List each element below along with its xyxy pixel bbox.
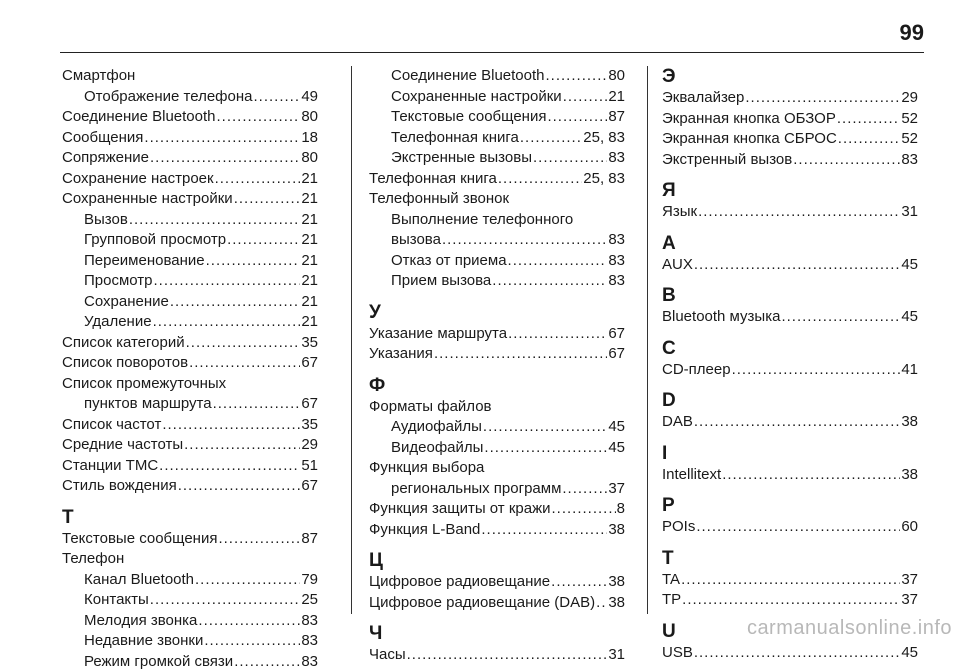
index-entry bbox=[62, 148, 318, 169]
page-reference: 80 bbox=[301, 107, 318, 128]
index-entry bbox=[662, 590, 918, 611]
entry-label: Недавние звонки bbox=[84, 631, 203, 652]
index-entry bbox=[62, 415, 318, 436]
index-entry bbox=[62, 189, 318, 210]
index-subentry bbox=[62, 210, 318, 231]
index-entry bbox=[369, 324, 625, 345]
index-letter-heading: У bbox=[369, 302, 625, 324]
dot-leader bbox=[184, 435, 300, 456]
index-entry bbox=[662, 517, 918, 538]
entry-label: TP bbox=[662, 590, 681, 611]
entry-label: Видеофайлы bbox=[391, 438, 483, 459]
dot-leader bbox=[694, 643, 900, 664]
dot-leader bbox=[484, 438, 607, 459]
page-reference: 21 bbox=[301, 169, 318, 190]
page-reference: 83 bbox=[301, 652, 318, 672]
page-number: 99 bbox=[900, 20, 924, 46]
entry-label: Указания bbox=[369, 344, 433, 365]
index-entry bbox=[62, 128, 318, 149]
entry-label: USB bbox=[662, 643, 693, 664]
column-divider-2 bbox=[647, 66, 648, 614]
entry-label: Переименование bbox=[84, 251, 205, 272]
entry-label: Intellitext bbox=[662, 465, 721, 486]
index-entry bbox=[662, 150, 918, 171]
dot-leader bbox=[150, 590, 301, 611]
entry-label: Прием вызова bbox=[391, 271, 491, 292]
dot-leader bbox=[481, 520, 607, 541]
dot-leader bbox=[150, 148, 300, 169]
page-reference: 18 bbox=[301, 128, 318, 149]
index-column-3 bbox=[662, 66, 918, 663]
dot-leader bbox=[546, 66, 608, 87]
dot-leader bbox=[533, 148, 607, 169]
dot-leader bbox=[159, 456, 300, 477]
entry-label: Станции TMC bbox=[62, 456, 158, 477]
index-entry bbox=[662, 307, 918, 328]
index-subentry bbox=[62, 292, 318, 313]
index-letter-heading: Ч bbox=[369, 623, 625, 645]
dot-leader bbox=[838, 129, 901, 150]
page-reference: 52 bbox=[901, 129, 918, 150]
page-reference: 80 bbox=[301, 148, 318, 169]
entry-label: Соединение Bluetooth bbox=[62, 107, 216, 128]
dot-leader bbox=[434, 344, 607, 365]
dot-leader bbox=[551, 572, 607, 593]
entry-label: Текстовые сообщения bbox=[62, 529, 217, 550]
dot-leader bbox=[129, 210, 301, 231]
dot-leader bbox=[186, 333, 301, 354]
dot-leader bbox=[694, 412, 900, 433]
page-reference: 67 bbox=[301, 394, 318, 415]
dot-leader bbox=[498, 169, 582, 190]
index-letter-heading: I bbox=[662, 443, 918, 465]
dot-leader bbox=[162, 415, 300, 436]
dot-leader bbox=[204, 631, 300, 652]
index-entry bbox=[662, 412, 918, 433]
index-entry bbox=[62, 435, 318, 456]
entry-label: Экстренные вызовы bbox=[391, 148, 532, 169]
dot-leader bbox=[254, 87, 301, 108]
entry-label: Мелодия звонка bbox=[84, 611, 197, 632]
entry-label: Отказ от приема bbox=[391, 251, 507, 272]
dot-leader bbox=[745, 88, 900, 109]
dot-leader bbox=[682, 590, 900, 611]
dot-leader bbox=[206, 251, 301, 272]
dot-leader bbox=[562, 479, 607, 500]
index-entry bbox=[369, 520, 625, 541]
index-subentry bbox=[62, 652, 318, 672]
index-subentry bbox=[62, 611, 318, 632]
entry-label: Сохраненные настройки bbox=[62, 189, 233, 210]
entry-label: Bluetooth музыка bbox=[662, 307, 780, 328]
index-column-2 bbox=[369, 66, 625, 666]
page-reference: 8 bbox=[617, 499, 625, 520]
entry-label: CD-плеер bbox=[662, 360, 731, 381]
index-subentry: Выполнение телефонного bbox=[369, 210, 625, 231]
index-letter-heading: B bbox=[662, 285, 918, 307]
index-subentry bbox=[62, 394, 318, 415]
page-reference: 38 bbox=[901, 412, 918, 433]
entry-label: Канал Bluetooth bbox=[84, 570, 194, 591]
page-reference: 41 bbox=[901, 360, 918, 381]
index-letter-heading: Я bbox=[662, 180, 918, 202]
dot-leader bbox=[696, 517, 900, 538]
entry-label: Функция защиты от кражи bbox=[369, 499, 550, 520]
dot-leader bbox=[551, 499, 615, 520]
index-entry bbox=[62, 333, 318, 354]
dot-leader bbox=[234, 652, 300, 672]
index-entry bbox=[62, 476, 318, 497]
dot-leader bbox=[218, 529, 300, 550]
page-reference: 38 bbox=[901, 465, 918, 486]
column-divider-1 bbox=[351, 66, 352, 614]
dot-leader bbox=[492, 271, 607, 292]
index-subentry bbox=[369, 87, 625, 108]
page-reference: 45 bbox=[901, 307, 918, 328]
dot-leader bbox=[195, 570, 300, 591]
page-reference: 45 bbox=[608, 417, 625, 438]
dot-leader bbox=[681, 570, 900, 591]
page-reference: 45 bbox=[608, 438, 625, 459]
entry-label: Цифровое радиовещание (DAB) bbox=[369, 593, 595, 614]
entry-label: TA bbox=[662, 570, 680, 591]
entry-label: Стиль вождения bbox=[62, 476, 177, 497]
index-subentry bbox=[62, 87, 318, 108]
dot-leader bbox=[178, 476, 301, 497]
index-entry bbox=[62, 456, 318, 477]
index-entry: Смартфон bbox=[62, 66, 318, 87]
page-reference: 45 bbox=[901, 255, 918, 276]
index-letter-heading: U bbox=[662, 621, 918, 643]
index-entry bbox=[662, 129, 918, 150]
dot-leader bbox=[508, 251, 608, 272]
page-reference: 21 bbox=[608, 87, 625, 108]
dot-leader bbox=[189, 353, 300, 374]
dot-leader bbox=[781, 307, 900, 328]
index-subentry bbox=[62, 570, 318, 591]
entry-label: Удаление bbox=[84, 312, 152, 333]
index-subentry bbox=[369, 251, 625, 272]
dot-leader bbox=[442, 230, 607, 251]
index-subentry bbox=[369, 230, 625, 251]
entry-label: Сохранение bbox=[84, 292, 169, 313]
page-reference: 21 bbox=[301, 271, 318, 292]
index-subentry bbox=[369, 148, 625, 169]
dot-leader bbox=[508, 324, 607, 345]
entry-label: Аудиофайлы bbox=[391, 417, 482, 438]
index-column-1 bbox=[62, 66, 318, 672]
dot-leader bbox=[153, 312, 301, 333]
entry-label: Цифровое радиовещание bbox=[369, 572, 550, 593]
entry-label: региональных программ bbox=[391, 479, 561, 500]
dot-leader bbox=[213, 394, 301, 415]
page-reference: 60 bbox=[901, 517, 918, 538]
index-subentry bbox=[62, 230, 318, 251]
page-reference: 37 bbox=[901, 570, 918, 591]
index-entry bbox=[62, 169, 318, 190]
page-reference: 21 bbox=[301, 312, 318, 333]
index-subentry bbox=[62, 590, 318, 611]
page-reference: 83 bbox=[608, 148, 625, 169]
page-reference: 25 bbox=[301, 590, 318, 611]
dot-leader bbox=[170, 292, 300, 313]
page-reference: 83 bbox=[608, 251, 625, 272]
page-reference: 67 bbox=[301, 476, 318, 497]
index-entry: Телефон bbox=[62, 549, 318, 570]
entry-label: Язык bbox=[662, 202, 697, 223]
entry-label: Режим громкой связи bbox=[84, 652, 233, 672]
index-entry bbox=[369, 499, 625, 520]
index-subentry bbox=[369, 107, 625, 128]
page-reference: 80 bbox=[608, 66, 625, 87]
page-reference: 25, 83 bbox=[583, 169, 625, 190]
page-reference: 83 bbox=[901, 150, 918, 171]
page-reference: 45 bbox=[901, 643, 918, 664]
page-reference: 83 bbox=[608, 271, 625, 292]
dot-leader bbox=[144, 128, 300, 149]
index-entry: Список промежуточных bbox=[62, 374, 318, 395]
page-reference: 79 bbox=[301, 570, 318, 591]
dot-leader bbox=[520, 128, 582, 149]
entry-label: Телефонная книга bbox=[391, 128, 519, 149]
index-entry: Телефонный звонок bbox=[369, 189, 625, 210]
index-entry bbox=[662, 643, 918, 664]
index-letter-heading: Т bbox=[62, 507, 318, 529]
entry-label: Список поворотов bbox=[62, 353, 188, 374]
page-reference: 52 bbox=[901, 109, 918, 130]
index-entry bbox=[662, 465, 918, 486]
index-entry bbox=[369, 593, 625, 614]
index-letter-heading: C bbox=[662, 338, 918, 360]
index-subentry bbox=[369, 271, 625, 292]
page-reference: 35 bbox=[301, 415, 318, 436]
dot-leader bbox=[596, 593, 607, 614]
page-reference: 67 bbox=[608, 324, 625, 345]
index-entry bbox=[369, 344, 625, 365]
page-reference: 31 bbox=[901, 202, 918, 223]
index-entry: Форматы файлов bbox=[369, 397, 625, 418]
dot-leader bbox=[483, 417, 607, 438]
entry-label: Просмотр bbox=[84, 271, 153, 292]
entry-label: Контакты bbox=[84, 590, 149, 611]
dot-leader bbox=[732, 360, 901, 381]
page-reference: 21 bbox=[301, 230, 318, 251]
dot-leader bbox=[698, 202, 900, 223]
index-subentry bbox=[369, 66, 625, 87]
entry-label: Сопряжение bbox=[62, 148, 149, 169]
page-reference: 37 bbox=[901, 590, 918, 611]
index-subentry bbox=[62, 271, 318, 292]
dot-leader bbox=[722, 465, 900, 486]
index-entry bbox=[662, 202, 918, 223]
index-entry bbox=[662, 255, 918, 276]
index-subentry bbox=[62, 312, 318, 333]
index-subentry bbox=[62, 251, 318, 272]
index-letter-heading: T bbox=[662, 548, 918, 570]
index-subentry bbox=[369, 438, 625, 459]
entry-label: Эквалайзер bbox=[662, 88, 744, 109]
entry-label: Телефонная книга bbox=[369, 169, 497, 190]
page-reference: 29 bbox=[301, 435, 318, 456]
entry-label: Отображение телефона bbox=[84, 87, 253, 108]
index-entry bbox=[662, 88, 918, 109]
index-entry bbox=[369, 645, 625, 666]
entry-label: Указание маршрута bbox=[369, 324, 507, 345]
entry-label: Часы bbox=[369, 645, 406, 666]
entry-label: Групповой просмотр bbox=[84, 230, 226, 251]
index-entry bbox=[369, 169, 625, 190]
page-reference: 49 bbox=[301, 87, 318, 108]
dot-leader bbox=[694, 255, 900, 276]
page-reference: 29 bbox=[901, 88, 918, 109]
entry-label: Экстренный вызов bbox=[662, 150, 792, 171]
page-reference: 37 bbox=[608, 479, 625, 500]
dot-leader bbox=[407, 645, 608, 666]
page-reference: 35 bbox=[301, 333, 318, 354]
index-entry bbox=[662, 570, 918, 591]
index-subentry bbox=[369, 479, 625, 500]
index-letter-heading: P bbox=[662, 495, 918, 517]
index-letter-heading: Э bbox=[662, 66, 918, 88]
dot-leader bbox=[547, 107, 607, 128]
entry-label: AUX bbox=[662, 255, 693, 276]
index-subentry bbox=[369, 128, 625, 149]
page-reference: 38 bbox=[608, 593, 625, 614]
index-subentry bbox=[62, 631, 318, 652]
page-reference: 67 bbox=[608, 344, 625, 365]
page-reference: 25, 83 bbox=[583, 128, 625, 149]
page-reference: 51 bbox=[301, 456, 318, 477]
index-letter-heading: Ц bbox=[369, 550, 625, 572]
index-entry bbox=[62, 353, 318, 374]
top-rule bbox=[60, 52, 924, 53]
entry-label: DAB bbox=[662, 412, 693, 433]
page-reference: 38 bbox=[608, 572, 625, 593]
entry-label: Список категорий bbox=[62, 333, 185, 354]
index-letter-heading: A bbox=[662, 233, 918, 255]
entry-label: Экранная кнопка СБРОС bbox=[662, 129, 837, 150]
index-entry bbox=[62, 529, 318, 550]
dot-leader bbox=[217, 107, 301, 128]
entry-label: Средние частоты bbox=[62, 435, 183, 456]
entry-label: Текстовые сообщения bbox=[391, 107, 546, 128]
entry-label: Список частот bbox=[62, 415, 161, 436]
dot-leader bbox=[563, 87, 608, 108]
index-entry bbox=[662, 360, 918, 381]
page-reference: 83 bbox=[301, 611, 318, 632]
index-entry: Функция выбора bbox=[369, 458, 625, 479]
dot-leader bbox=[215, 169, 301, 190]
index-entry bbox=[369, 572, 625, 593]
entry-label: Экранная кнопка ОБЗОР bbox=[662, 109, 836, 130]
dot-leader bbox=[198, 611, 300, 632]
watermark: carmanualsonline.info bbox=[747, 617, 952, 640]
entry-label: Сохранение настроек bbox=[62, 169, 214, 190]
entry-label: POIs bbox=[662, 517, 695, 538]
dot-leader bbox=[234, 189, 301, 210]
page-reference: 21 bbox=[301, 251, 318, 272]
page-reference: 83 bbox=[301, 631, 318, 652]
page-reference: 87 bbox=[608, 107, 625, 128]
dot-leader bbox=[227, 230, 300, 251]
entry-label: Соединение Bluetooth bbox=[391, 66, 545, 87]
dot-leader bbox=[154, 271, 301, 292]
entry-label: Функция L-Band bbox=[369, 520, 480, 541]
page-reference: 83 bbox=[608, 230, 625, 251]
entry-label: Сохраненные настройки bbox=[391, 87, 562, 108]
page-reference: 67 bbox=[301, 353, 318, 374]
entry-label: пунктов маршрута bbox=[84, 394, 212, 415]
page-reference: 87 bbox=[301, 529, 318, 550]
index-letter-heading: Ф bbox=[369, 375, 625, 397]
page-reference: 38 bbox=[608, 520, 625, 541]
dot-leader bbox=[793, 150, 900, 171]
page-reference: 21 bbox=[301, 210, 318, 231]
entry-label: Сообщения bbox=[62, 128, 143, 149]
page-reference: 21 bbox=[301, 189, 318, 210]
entry-label: вызова bbox=[391, 230, 441, 251]
entry-label: Вызов bbox=[84, 210, 128, 231]
page-reference: 21 bbox=[301, 292, 318, 313]
index-letter-heading: D bbox=[662, 390, 918, 412]
index-entry bbox=[62, 107, 318, 128]
dot-leader bbox=[837, 109, 900, 130]
page-reference: 31 bbox=[608, 645, 625, 666]
index-subentry bbox=[369, 417, 625, 438]
index-entry bbox=[662, 109, 918, 130]
